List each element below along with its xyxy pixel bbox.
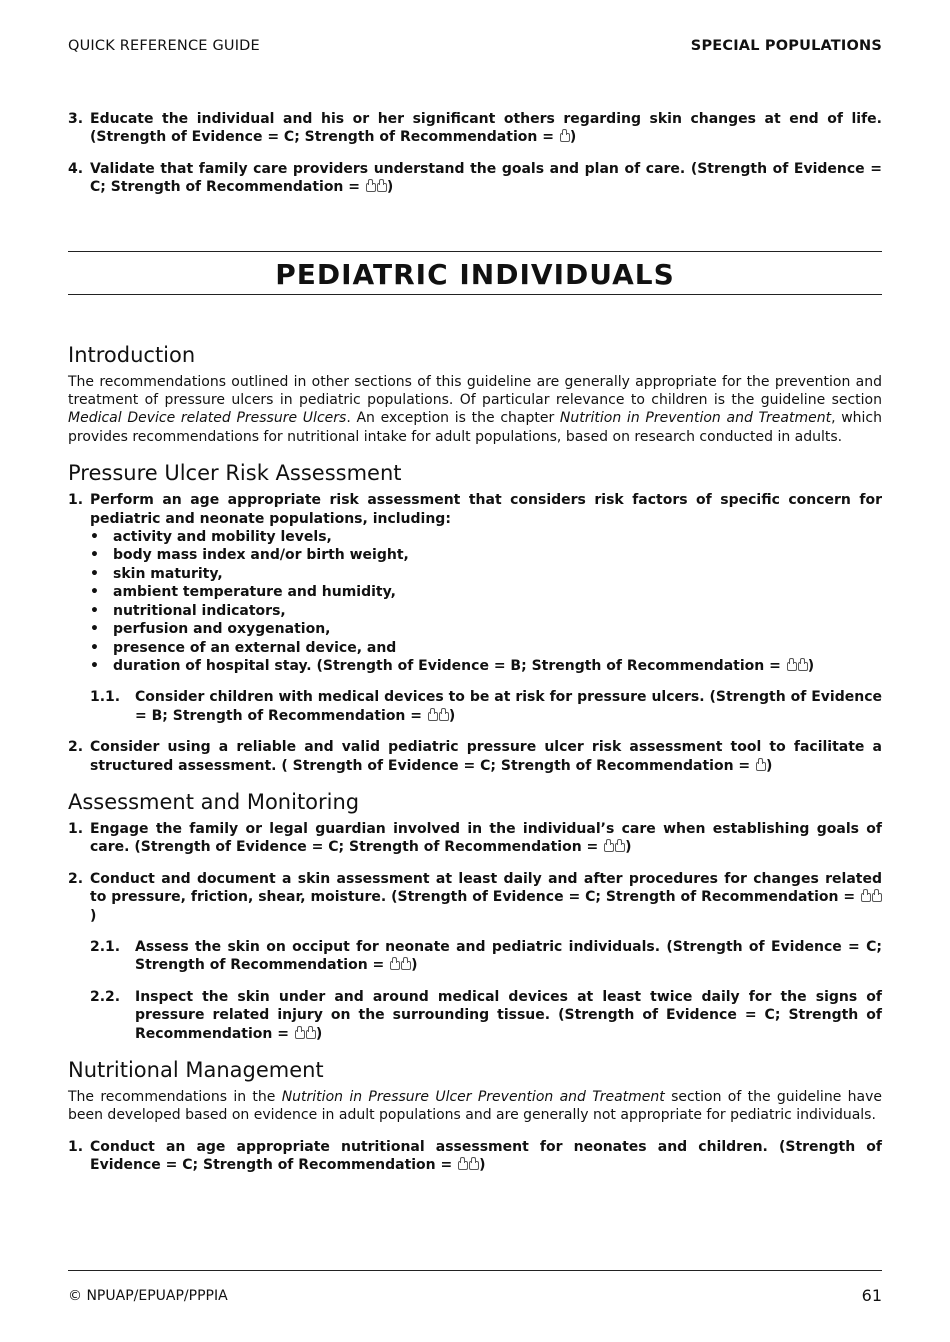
section-title-box	[68, 251, 882, 295]
thumbs-up-icon	[400, 957, 410, 968]
thumbs-up-icon	[305, 1026, 315, 1037]
thumbs-up-icon	[603, 839, 613, 850]
thumbs-up-icon	[389, 957, 399, 968]
list-item: • perfusion and oxygenation,	[90, 621, 331, 638]
intro-paragraph: The recommendations outlined in other sections of this guideline are generally appropriate for the prevention and treatment of pressure ulcers in pediatric populations. Of particular relevance to children is the guideline section Medical Device related Pressure Ulcers. An exception is the chapter Nutrition in Prevention and Treatment, which provides recommendations for nutritional intake for adult populations, based on research conducted in adults.	[68, 373, 883, 445]
thumbs-up-icon	[376, 179, 386, 190]
list-item	[68, 491, 882, 675]
item-text: Educate the individual and his or her significant others regarding skin changes at end of life. (Strength of Evidence = C; Strength of Recommendation =	[90, 111, 882, 146]
thumbs-up-icon	[860, 889, 870, 900]
item-number: 2.2.	[90, 988, 121, 1005]
thumbs-up-icon	[755, 758, 765, 769]
list-item: 2. Conduct and document a skin assessment at least daily and after procedures for changes related to pressure, friction, shear, moisture. (Strength of Evidence = C; Strength of Recommendation = )	[68, 870, 882, 924]
item-number: 1.	[68, 492, 84, 509]
item-text: Inspect the skin under and around medical devices at least twice daily for the signs of pressure related injury on the surrounding tissue. (Strength of Evidence = C; Strength of Recommendation =	[135, 988, 882, 1042]
thumbs-up-icon	[457, 1157, 467, 1168]
item-text: Consider children with medical devices to be at risk for pressure ulcers. (Strength of Evidence = B; Strength of Recommendation =	[135, 689, 882, 724]
item-number: 2.1.	[90, 938, 121, 955]
heading-risk-assessment: Pressure Ulcer Risk Assessment	[68, 461, 402, 486]
heading-introduction: Introduction	[68, 342, 196, 367]
sub-item: 2.1. Assess the skin on occiput for neonate and pediatric individuals. (Strength of Evidence = C; Strength of Recommendation = )	[90, 938, 882, 974]
risk-factor-list	[90, 528, 882, 675]
item-text: Engage the family or legal guardian involved in the individual’s care when establishing goals of care. (Strength of Evidence = C; Strength of Recommendation =	[90, 820, 882, 856]
page-header-left: QUICK REFERENCE GUIDE	[68, 38, 260, 54]
list-item: • body mass index and/or birth weight,	[90, 547, 409, 564]
section-title: PEDIATRIC INDIVIDUALS	[275, 257, 675, 291]
list-item: • nutritional indicators,	[90, 602, 286, 619]
thumbs-up-icon	[427, 708, 437, 719]
list-item: • duration of hospital stay. (Strength of Evidence = B; Strength of Recommendation = )	[90, 657, 815, 674]
list-item: 1. Conduct an age appropriate nutritional assessment for neonates and children. (Strength of Evidence = C; Strength of Recommendation = )	[68, 1138, 882, 1174]
list-item: • presence of an external device, and	[90, 639, 397, 656]
list-item: 1. Engage the family or legal guardian involved in the individual’s care when establishing goals of care. (Strength of Evidence = C; Strength of Recommendation = )	[68, 820, 882, 856]
thumbs-up-icon	[786, 658, 796, 669]
thumbs-up-icon	[871, 889, 881, 900]
thumbs-up-icon	[365, 179, 375, 190]
list-item: 3. Educate the individual and his or her significant others regarding skin changes at end of life. (Strength of Evidence = C; Strength of Recommendation = )	[68, 111, 882, 146]
item-number: 2.	[68, 870, 84, 887]
nutrition-paragraph: The recommendations in the Nutrition in Pressure Ulcer Prevention and Treatment section of the guideline have been developed based on evidence in adult populations and are generally not appropriate for pediatric individuals.	[68, 1089, 882, 1124]
thumbs-up-icon	[614, 839, 624, 850]
item-text: Validate that family care providers understand the goals and plan of care. (Strength of Evidence = C; Strength of Recommendation =	[90, 160, 882, 196]
footer-rule	[68, 1270, 882, 1271]
item-text: Perform an age appropriate risk assessment that considers risk factors of specific concern for pediatric and neonate populations, including:	[90, 492, 882, 527]
item-text: Consider using a reliable and valid pediatric pressure ulcer risk assessment tool to facilitate a structured assessment. ( Strength of Evidence = C; Strength of Recommendation =	[90, 739, 882, 774]
item-number: 1.	[68, 1138, 84, 1155]
item-number: 1.1.	[90, 689, 121, 706]
list-item: • activity and mobility levels,	[90, 529, 332, 546]
thumbs-up-icon	[468, 1157, 478, 1168]
item-text: Assess the skin on occiput for neonate and pediatric individuals. (Strength of Evidence = C; Strength of Recommendation =	[135, 938, 882, 974]
footer-copyright: © NPUAP/EPUAP/PPPIA	[68, 1288, 228, 1304]
list-item: 2. Consider using a reliable and valid pediatric pressure ulcer risk assessment tool to facilitate a structured assessment. ( Strength of Evidence = C; Strength of Recommendation = )	[68, 739, 882, 774]
thumbs-up-icon	[438, 708, 448, 719]
item-number: 2.	[68, 739, 84, 756]
list-item: • skin maturity,	[90, 565, 223, 582]
item-number: 4.	[68, 160, 84, 177]
thumbs-up-icon	[559, 129, 569, 140]
page-header-right: SPECIAL POPULATIONS	[690, 38, 882, 54]
item-text: Conduct and document a skin assessment at least daily and after procedures for changes related to pressure, friction, shear, moisture. (Strength of Evidence = C; Strength of Recommendation =	[90, 870, 882, 906]
list-item: • ambient temperature and humidity,	[90, 584, 396, 601]
page-content	[68, 110, 882, 1175]
item-text: Conduct an age appropriate nutritional assessment for neonates and children. (Strength of Evidence = C; Strength of Recommendation =	[90, 1138, 882, 1174]
heading-assessment-monitoring: Assessment and Monitoring	[68, 789, 360, 814]
item-number: 3.	[68, 111, 84, 127]
heading-nutritional-management: Nutritional Management	[68, 1058, 324, 1082]
sub-item: 1.1. Consider children with medical devices to be at risk for pressure ulcers. (Strength of Evidence = B; Strength of Recommendation = )	[90, 689, 882, 724]
thumbs-up-icon	[294, 1026, 304, 1037]
page-number: 61	[861, 1286, 882, 1305]
thumbs-up-icon	[797, 658, 807, 669]
item-number: 1.	[68, 820, 84, 837]
sub-item: 2.2. Inspect the skin under and around medical devices at least twice daily for the signs of pressure related injury on the surrounding tissue. (Strength of Evidence = C; Strength of Recommendation = )	[90, 988, 882, 1042]
list-item: 4. Validate that family care providers understand the goals and plan of care. (Strength of Evidence = C; Strength of Recommendation = )	[68, 160, 882, 196]
